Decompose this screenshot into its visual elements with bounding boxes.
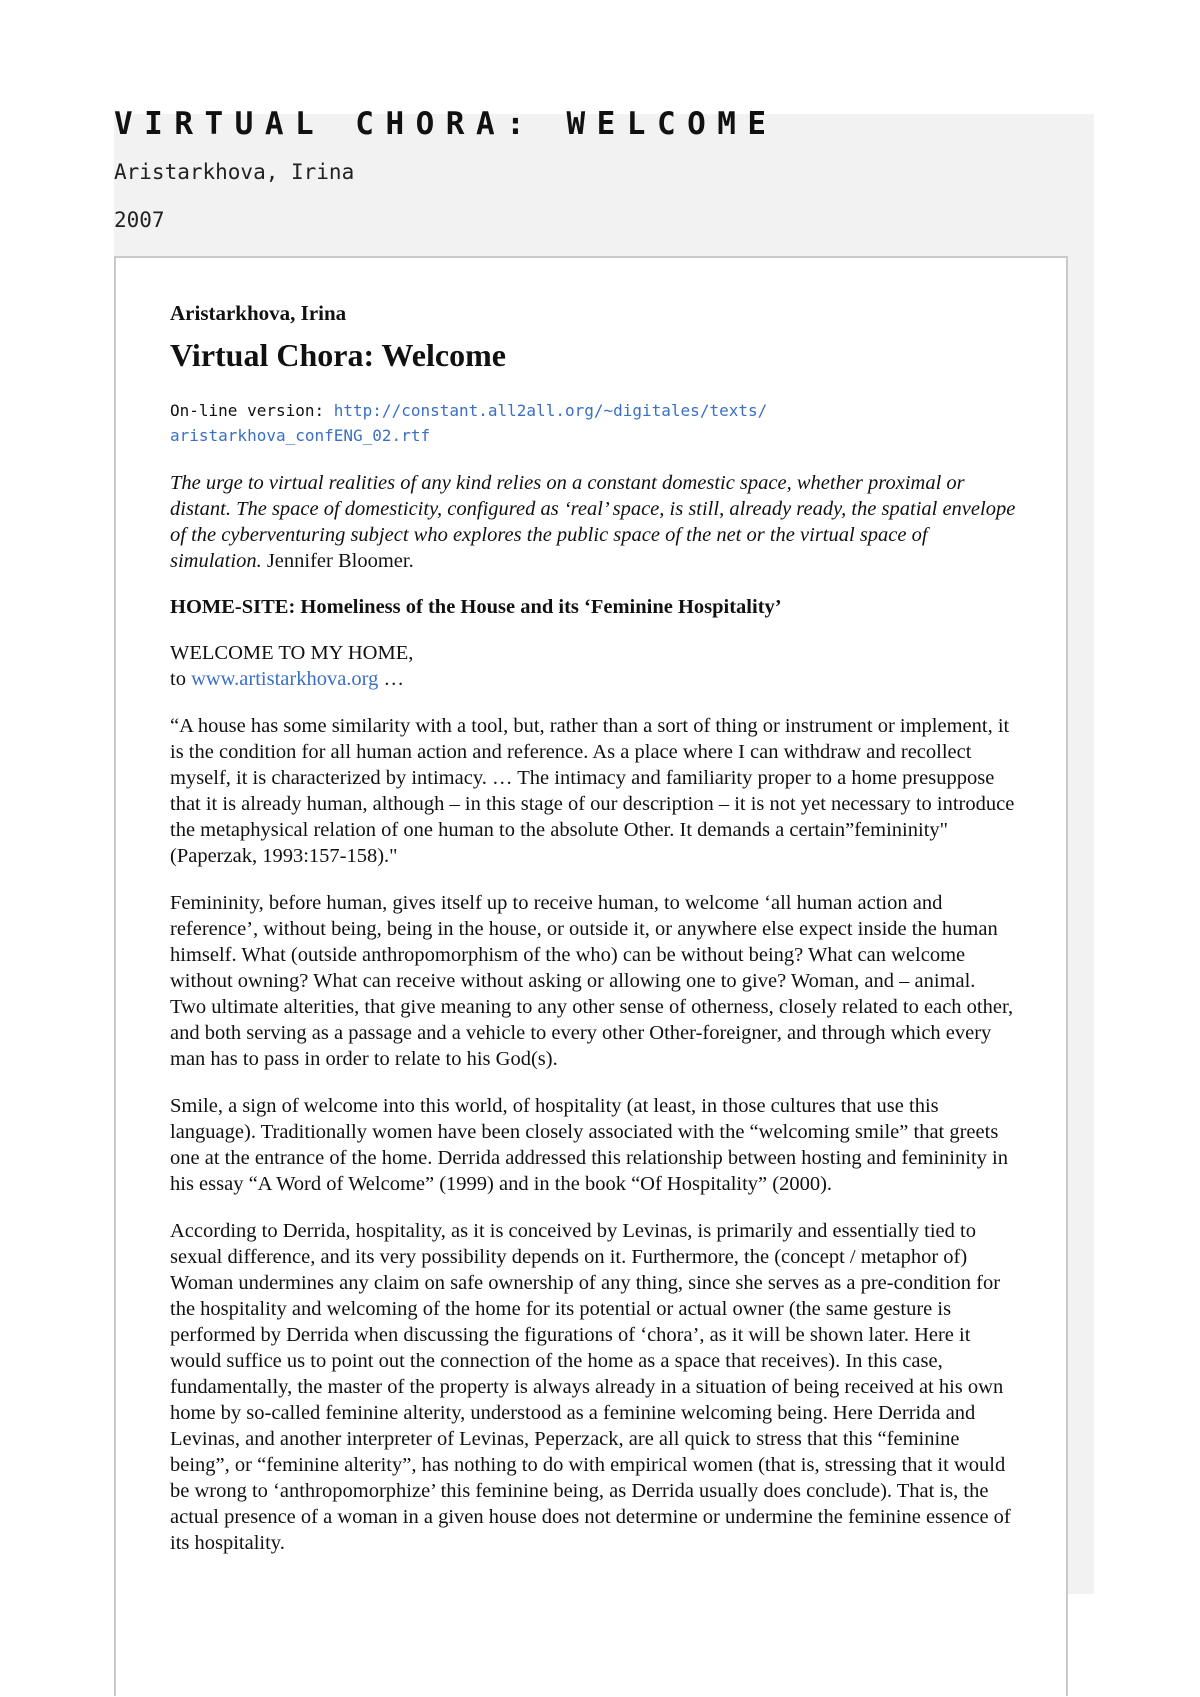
header-author: Aristarkhova, Irina xyxy=(114,160,355,184)
article-title: Virtual Chora: Welcome xyxy=(170,337,506,373)
welcome-block xyxy=(170,640,1016,692)
article-author: Aristarkhova, Irina xyxy=(170,301,347,325)
online-version-label: On-line version: xyxy=(170,401,325,420)
paragraph-smile: Smile, a sign of welcome into this world, of hospitality (at least, in those cultures that use this language). Traditionally women have been closely associated with the “welcoming smile” that greets one at the entrance of the home. Derrida addressed this relationship between hosting and femininity in his essay “A Word of Welcome” (1999) and in the book “Of Hospitality” (2000). xyxy=(170,1095,1008,1195)
online-url-part-2: aristarkhova_confENG_02.rtf xyxy=(170,426,431,445)
paragraph-femininity: Femininity, before human, gives itself up to receive human, to welcome ‘all human action and reference’, without being, being in the house, or outside it, or anywhere else expect inside the human himself. What (outside anthropomorphism of the who) can be without being? What can welcome without owning? What can receive without asking or allowing one to give? Woman, and – animal. Two ultimate alterities, that give meaning to any other sense of otherness, closely related to each other, and both serving as a passage and a vehicle to every other Other-foreigner, and through which every man has to pass in order to relate to his God(s). xyxy=(170,892,1014,1070)
epigraph xyxy=(170,470,1016,574)
welcome-line: WELCOME TO MY HOME, xyxy=(170,642,414,664)
paragraph-derrida: According to Derrida, hospitality, as it is conceived by Levinas, is primarily and essentially tied to sexual difference, and its very possibility depends on it. Furthermore, the (concept / metaphor of) Woman undermines any claim on safe ownership of any thing, since she serves as a pre-condition for the hospitality and welcoming of the home for its potential or actual owner (the same gesture is performed by Derrida when discussing the figurations of ‘chora’, as it will be shown later. Here it would suffice us to point out the connection of the home as a space that receives). In this case, fundamentally, the master of the property is always already in a situation of being received at his own home by so-called feminine alterity, understood as a feminine welcoming being. Here Derrida and Levinas, and another interpreter of Levinas, Peperzack, are all quick to stress that this “feminine being”, or “feminine alterity”, has nothing to do with empirical women (that is, stressing that it would be wrong to ‘anthropomorphize’ this feminine being, as Derrida usually does conclude). That is, the actual presence of a woman in a given house does not determine or undermine the feminine essence of its hospitality. xyxy=(170,1220,1011,1554)
welcome-ellipsis: … xyxy=(378,668,405,690)
welcome-to: to xyxy=(170,668,192,690)
document-title: VIRTUAL CHORA: WELCOME xyxy=(114,106,778,142)
header-year: 2007 xyxy=(114,208,165,232)
epigraph-attribution: Jennifer Bloomer. xyxy=(261,550,414,572)
paragraph-quote-paperzak: “A house has some similarity with a tool, but, rather than a sort of thing or instrument or implement, it is the condition for all human action and reference. As a place where I can withdraw and recollect myself, it is characterized by intimacy. … The intimacy and familiarity proper to a home presuppose that it is already human, although – in this stage of our description – it is not yet necessary to introduce the metaphysical relation of one human to the absolute Other. It demands a certain”femininity" (Paperzak, 1993:157-158)." xyxy=(170,715,1015,867)
article-container xyxy=(114,256,1068,1696)
online-url-part-1: http://constant.all2all.org/~digitales/texts/ xyxy=(333,401,768,420)
online-version xyxy=(170,398,1016,448)
epigraph-quote: The urge to virtual realities of any kind relies on a constant domestic space, whether proximal or distant. The space of domesticity, configured as ‘real’ space, is still, already ready, the spatial envelope of the cyberventuring subject who explores the public space of the net or the virtual space of simulation. xyxy=(170,472,1016,572)
section-heading: HOME-SITE: Homeliness of the House and its ‘Feminine Hospitality’ xyxy=(170,596,782,618)
homepage-link[interactable]: www.artistarkhova.org xyxy=(191,668,379,690)
